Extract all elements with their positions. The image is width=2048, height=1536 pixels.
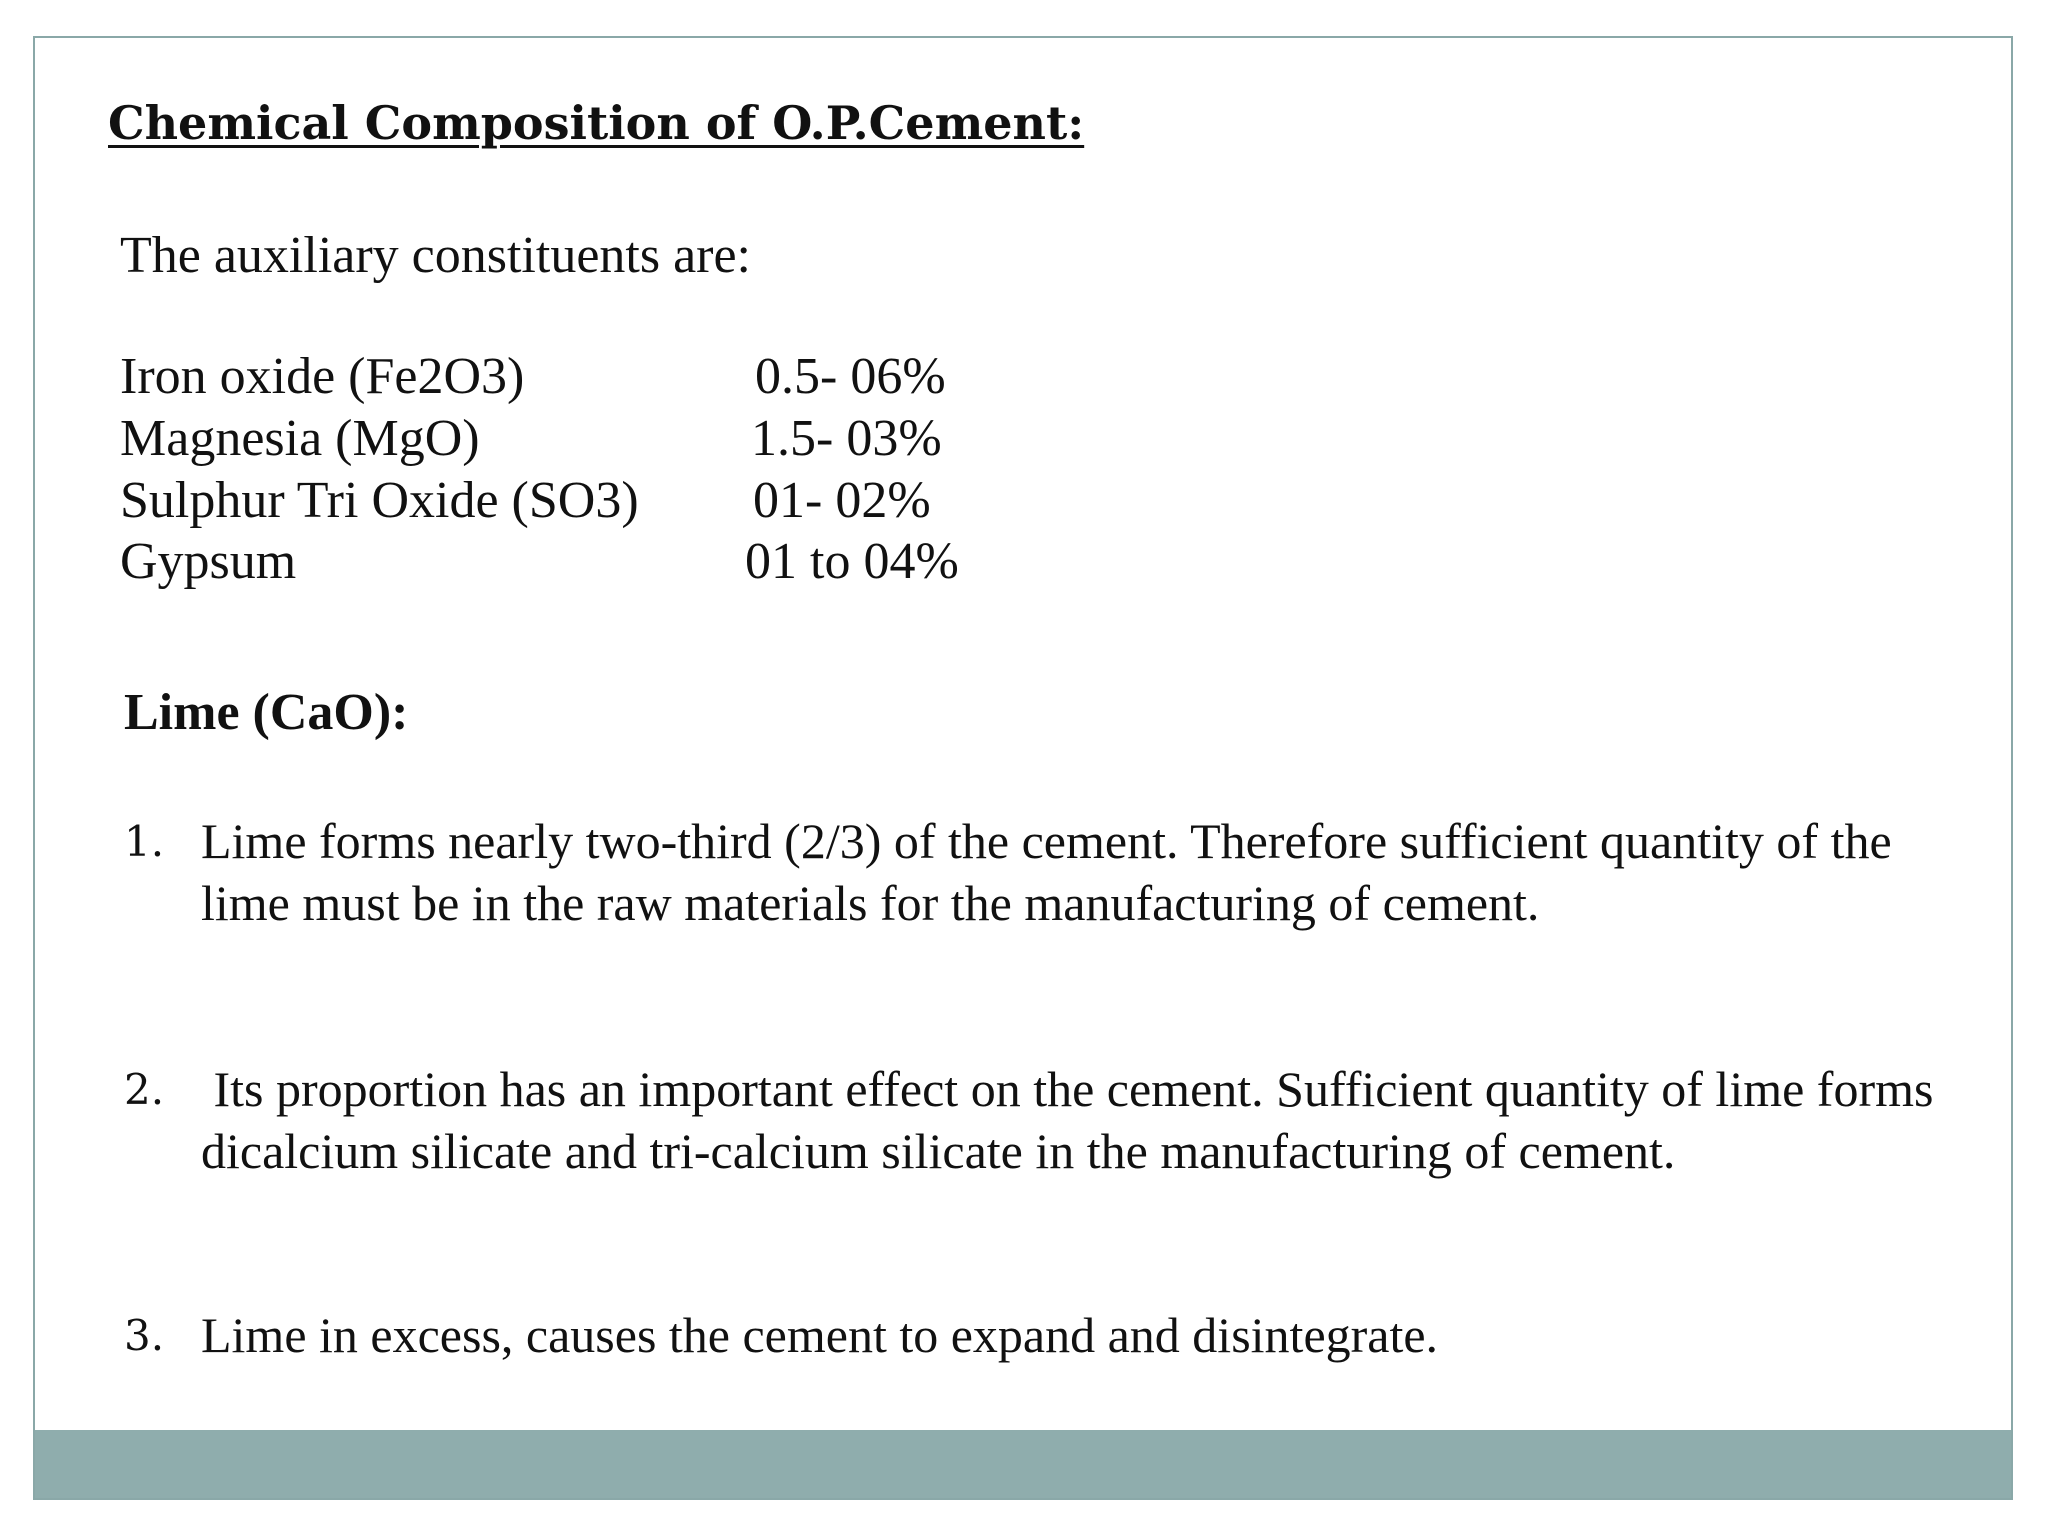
- slide-title: Chemical Composition of O.P.Cement:: [108, 96, 1085, 150]
- list-item-number: 2.: [124, 1065, 165, 1114]
- lime-heading: Lime (CaO):: [124, 684, 409, 741]
- list-item-text: Lime forms nearly two-third (2/3) of the cement. Therefore sufficient quantity of the lime must be in the raw materials for the manufacturing of cement.: [201, 813, 1892, 931]
- constituent-value: 0.5- 06%: [755, 348, 946, 405]
- list-item-number: 1.: [124, 817, 165, 866]
- footer-band: [35, 1430, 2011, 1498]
- list-item-text: Lime in excess, causes the cement to expand and disintegrate.: [201, 1307, 1439, 1363]
- intro-text: The auxiliary constituents are:: [120, 227, 752, 284]
- constituent-value: 1.5- 03%: [751, 410, 942, 467]
- slide: [33, 36, 2013, 1500]
- list-item-number: 3.: [124, 1311, 165, 1360]
- constituent-name: Magnesia (MgO): [120, 410, 480, 467]
- constituent-name: Sulphur Tri Oxide (SO3): [120, 472, 639, 529]
- list-item-text: Its proportion has an important effect on the cement. Sufficient quantity of lime forms dicalcium silicate and tri-calcium silicate in the manufacturing of cement.: [201, 1061, 1946, 1179]
- constituent-name: Gypsum: [120, 533, 297, 590]
- constituent-value: 01- 02%: [753, 472, 931, 529]
- constituent-value: 01 to 04%: [745, 533, 959, 590]
- constituent-name: Iron oxide (Fe2O3): [120, 348, 525, 405]
